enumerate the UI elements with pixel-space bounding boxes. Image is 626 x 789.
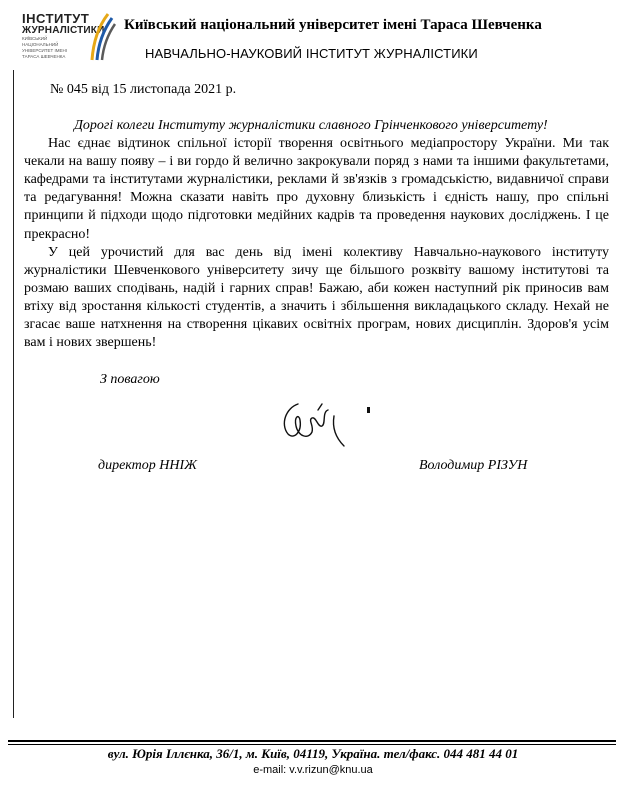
- footer-address: вул. Юрія Іллєнка, 36/1, м. Київ, 04119, Україна. тел/факс. 044 481 44 01: [107, 746, 519, 761]
- signer-role: директор ННІЖ: [98, 458, 197, 473]
- university-name: Київський національний університет імені Тараса Шевченка: [124, 17, 542, 33]
- document-reference: № 045 від 15 листопада 2021 р.: [50, 82, 237, 97]
- margin-line: [13, 70, 14, 718]
- greeting: Дорогі колеги Інституту журналістики славного Грінченкового університету!: [74, 118, 548, 133]
- footer-rule-thick: [8, 740, 616, 742]
- logo-arcs-icon: [86, 12, 116, 62]
- institute-logo: [22, 12, 114, 62]
- paragraph-1: Нас єднає відтинок спільної історії творення освітнього медіапростору України. Ми так чекали на вашу появу – і ви гордо й велично закрокували поряд з нами та іншими факультетами, кафедрами та інститутами журналістики, реклами й зв'язків з громадськістю, видавничої справи та редагування! Можна сказати навіть про духовну близькість і єдність нашу, про спільні принципи й підходи щодо підготовки медійних кадрів та проведення наукових досліджень. І це прекрасно!: [24, 136, 609, 242]
- footer-email: e-mail: v.v.rizun@knu.ua: [253, 764, 373, 776]
- footer-rule-thin: [8, 744, 616, 745]
- logo-line-2: ЖУРНАЛІСТИКИ: [22, 25, 105, 36]
- logo-line-1: ІНСТИТУТ: [22, 11, 90, 26]
- closing: З повагою: [100, 372, 160, 387]
- letter-body: [24, 117, 609, 352]
- institute-name: НАВЧАЛЬНО-НАУКОВИЙ ІНСТИТУТ ЖУРНАЛІСТИКИ: [145, 46, 478, 61]
- signer-name: Володимир РІЗУН: [419, 458, 528, 473]
- signature-mark: [367, 407, 370, 413]
- signature-image: [278, 396, 350, 452]
- paragraph-2: У цей урочистий для вас день від імені колективу Навчально-наукового інституту журналістики Шевченкового університету зичу ще більшого розквіту вашому інститутові та розмаю ваших сподівань, надій і гарних справ! Бажаю, аби кожен наступний рік приносив вам втіху від зростання кількості студентів, а значить і збільшення викладацького складу. Нехай не згасає ваше натхнення на створення цікавих освітніх програм, нових дисциплін. Здоров'я усім вам і нових звершень!: [24, 244, 609, 351]
- logo-line-3: КИЇВСЬКИЙ НАЦІОНАЛЬНИЙ УНІВЕРСИТЕТ ІМЕНІ ТАРАСА ШЕВЧЕНКА: [22, 36, 68, 59]
